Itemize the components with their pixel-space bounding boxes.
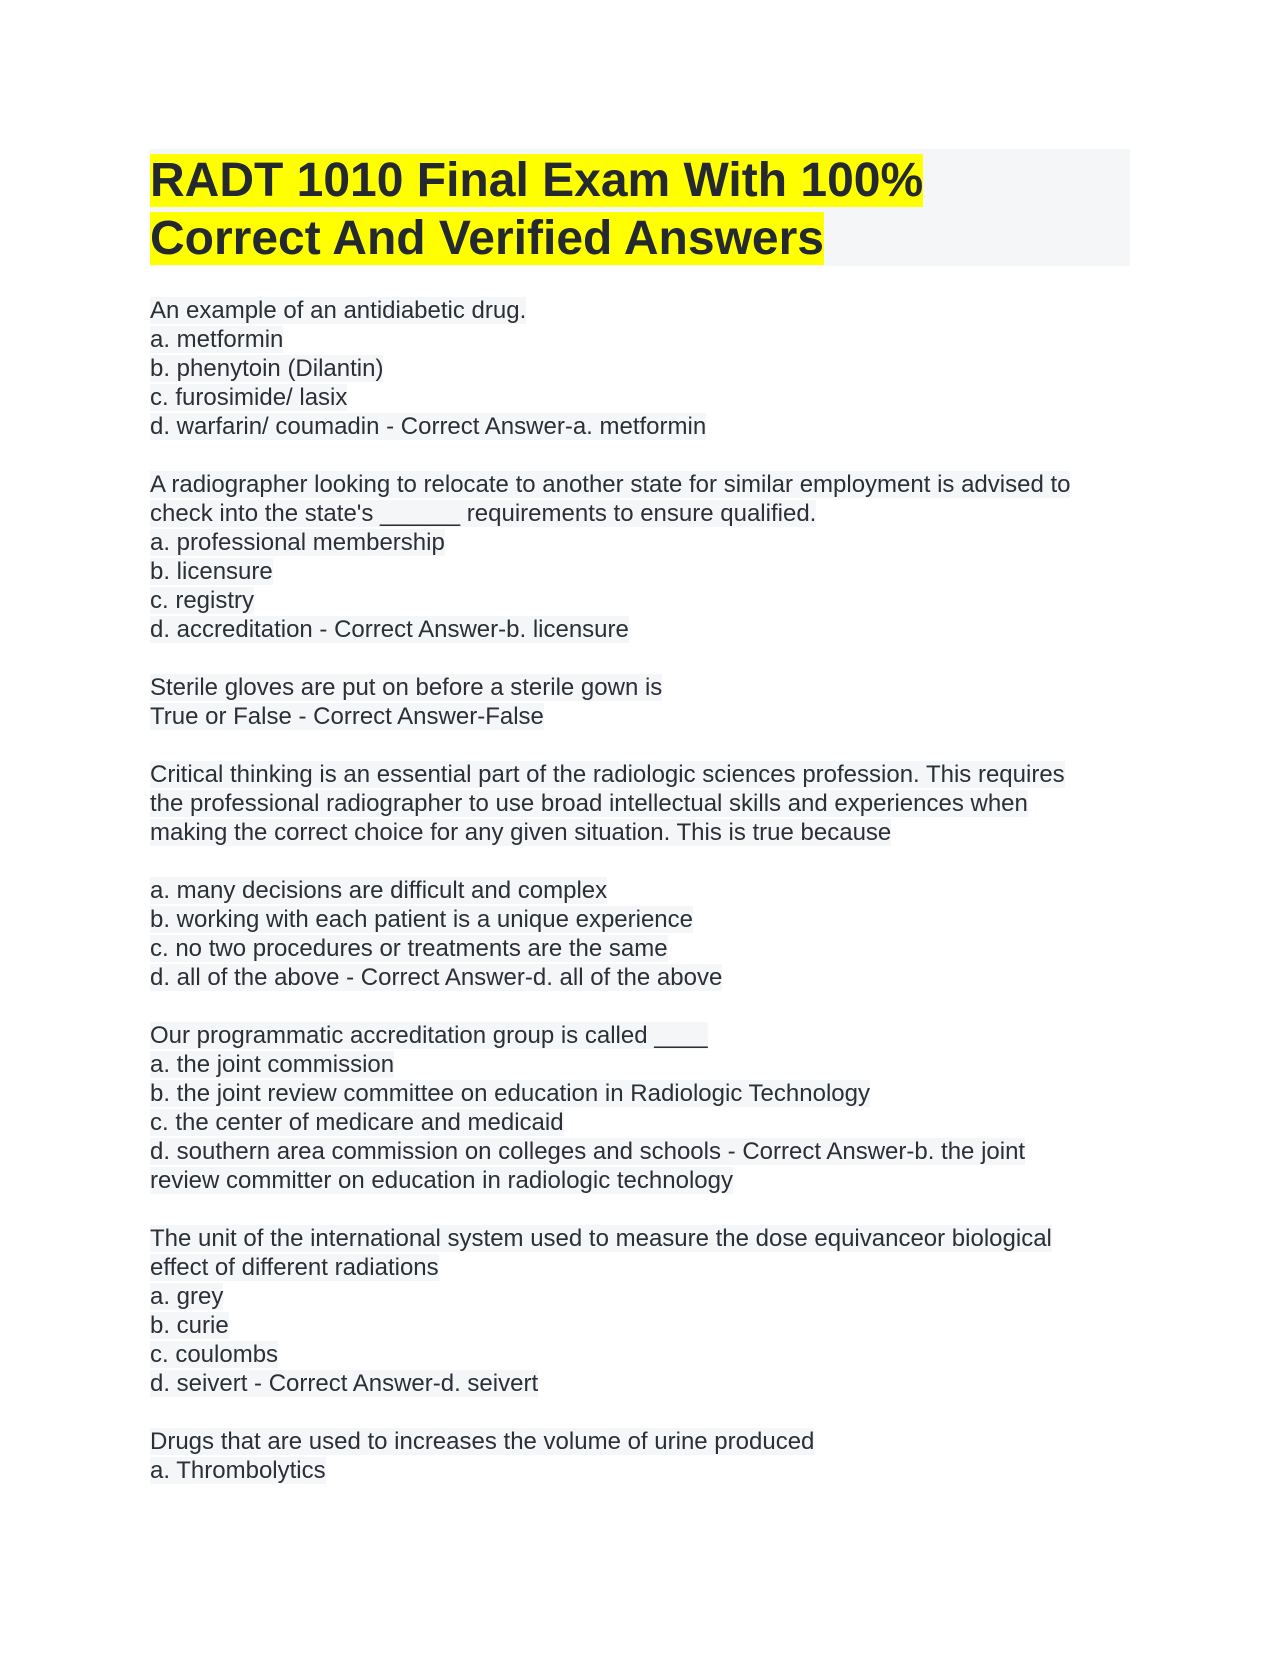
option-with-answer: d. warfarin/ coumadin - Correct Answer-a. metformin	[150, 413, 707, 440]
option: b. licensure	[150, 558, 273, 585]
question-6	[150, 1224, 1130, 1398]
question-1	[150, 296, 1130, 441]
question-stem: making the correct choice for any given situation. This is true because	[150, 819, 892, 846]
question-stem: effect of different radiations	[150, 1254, 439, 1281]
option: b. phenytoin (Dilantin)	[150, 355, 384, 382]
option-with-answer: d. all of the above - Correct Answer-d. all of the above	[150, 964, 723, 991]
question-stem: Sterile gloves are put on before a sterile gown is	[150, 674, 663, 701]
question-stem: Our programmatic accreditation group is called ____	[150, 1022, 708, 1049]
option: c. registry	[150, 587, 255, 614]
question-stem: An example of an antidiabetic drug.	[150, 297, 527, 324]
question-stem: check into the state's ______ requirements to ensure qualified.	[150, 500, 817, 527]
option: b. working with each patient is a unique experience	[150, 906, 693, 933]
question-stem: Drugs that are used to increases the volume of urine produced	[150, 1428, 815, 1455]
title-block	[150, 149, 1130, 266]
option: a. the joint commission	[150, 1051, 395, 1078]
option-with-answer-cont: review committer on education in radiologic technology	[150, 1167, 733, 1194]
question-stem: the professional radiographer to use broad intellectual skills and experiences when	[150, 790, 1028, 817]
question-stem: Critical thinking is an essential part of the radiologic sciences profession. This requires	[150, 761, 1065, 788]
option-with-answer: d. accreditation - Correct Answer-b. licensure	[150, 616, 629, 643]
answer: True or False - Correct Answer-False	[150, 703, 544, 730]
option: c. the center of medicare and medicaid	[150, 1109, 564, 1136]
option: a. metformin	[150, 326, 284, 353]
document-title-line-2: Correct And Verified Answers	[150, 212, 824, 265]
question-7	[150, 1427, 1130, 1485]
option: c. coulombs	[150, 1341, 279, 1368]
option-with-answer: d. southern area commission on colleges and schools - Correct Answer-b. the joint	[150, 1138, 1026, 1165]
question-5	[150, 1021, 1130, 1195]
option: a. grey	[150, 1283, 224, 1310]
option: c. no two procedures or treatments are the same	[150, 935, 668, 962]
question-2	[150, 470, 1130, 644]
option-with-answer: d. seivert - Correct Answer-d. seivert	[150, 1370, 539, 1397]
document-page	[150, 149, 1130, 1514]
option: a. professional membership	[150, 529, 445, 556]
option: a. Thrombolytics	[150, 1457, 326, 1484]
document-title-line-1: RADT 1010 Final Exam With 100%	[150, 154, 924, 207]
option: c. furosimide/ lasix	[150, 384, 348, 411]
question-3	[150, 673, 1130, 731]
option: b. curie	[150, 1312, 229, 1339]
option: b. the joint review committee on education in Radiologic Technology	[150, 1080, 870, 1107]
question-4	[150, 760, 1130, 992]
question-stem: The unit of the international system used to measure the dose equivanceor biological	[150, 1225, 1052, 1252]
option: a. many decisions are difficult and complex	[150, 877, 608, 904]
question-stem: A radiographer looking to relocate to another state for similar employment is advised to	[150, 471, 1071, 498]
